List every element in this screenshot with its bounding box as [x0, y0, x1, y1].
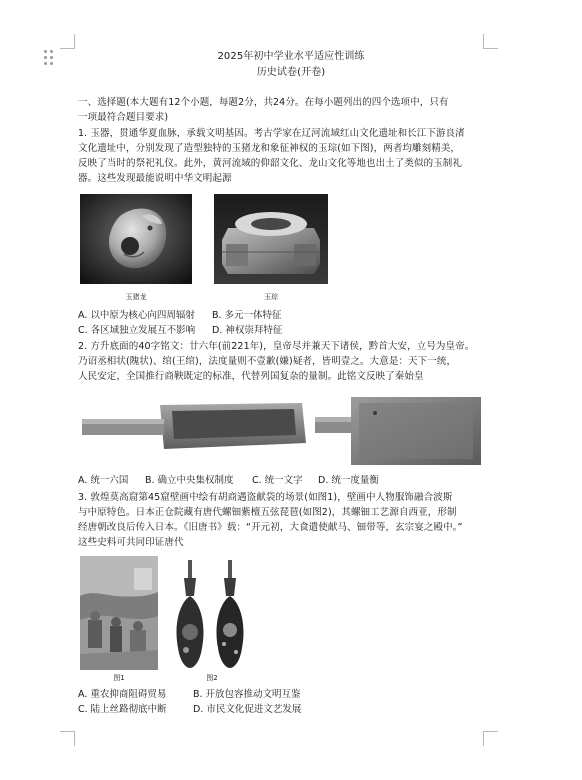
- q2-option-d[interactable]: D. 统一度量衡: [318, 475, 379, 486]
- caption-figure-1: 图1: [113, 674, 125, 682]
- q3-option-a[interactable]: A. 重农抑商阻碍贸易: [78, 689, 167, 700]
- q1-stem-line-4: 器。这些发现最能说明中华文明起源: [78, 173, 232, 184]
- q2-option-b[interactable]: B. 确立中央集权制度: [145, 475, 234, 486]
- q2-stem-line-3: 人民安定，全国推行商鞅既定的标准，代替列国复杂的量制。此铭文反映了秦始皇: [78, 371, 424, 382]
- q3-stem-line-1: 3. 敦煌莫高窟第45窟壁画中绘有胡商遇盗献袋的场景(如图1)，壁画中人物服饰融合波斯: [78, 492, 453, 503]
- q1-option-a[interactable]: A. 以中原为核心向四周辐射: [78, 310, 195, 321]
- q1-stem-line-1: 1. 玉器，贯通华夏血脉，承载文明基因。考古学家在辽河流域红山文化遗址和长江下游良渚: [78, 128, 465, 139]
- q2-stem-line-1: 2. 方升底面的40字铭文：廿六年(前221年)，皇帝尽并兼天下诸侯，黔首大安，立号为皇帝。: [78, 341, 475, 352]
- section-heading-line-1: 一、选择题(本大题有12个小题，每题2分，共24分。在每小题列出的四个选项中，只有: [78, 97, 449, 108]
- q1-stem-line-2: 文化遗址中，分别发现了造型独特的玉猪龙和象征神权的玉琮(如下图)，两者均雕刻精美，: [78, 143, 461, 154]
- bronze-measure-side-photo: [80, 393, 308, 455]
- crop-mark-bottom-left: [60, 731, 75, 746]
- caption-jade-cong: 玉琮: [264, 293, 278, 301]
- bronze-measure-top-photo: [315, 393, 485, 469]
- jade-pig-dragon-photo: [80, 194, 192, 284]
- jade-cong-photo: [214, 194, 328, 284]
- q3-stem-line-3: 经唐朝改良后传入日本。《旧唐书》载：“开元初，大食遣使献马、钿带等，玄宗宴之殿中。”: [78, 522, 463, 533]
- q3-option-c[interactable]: C. 陆上丝路彻底中断: [78, 704, 167, 715]
- q1-option-d[interactable]: D. 神权崇拜特征: [212, 325, 283, 336]
- crop-mark-top-left: [60, 34, 75, 49]
- q3-option-d[interactable]: D. 市民文化促进文艺发展: [193, 704, 302, 715]
- q2-option-c[interactable]: C. 统一文字: [252, 475, 303, 486]
- exam-title: 2025年初中学业水平适应性训练: [217, 51, 365, 62]
- caption-jade-pig-dragon: 玉猪龙: [125, 293, 147, 301]
- exam-subtitle: 历史试卷(开卷): [256, 67, 326, 78]
- q1-stem-line-3: 反映了当时的祭祀礼仪。此外，黄河流域的仰韶文化、龙山文化等地也出土了类似的玉制礼: [78, 158, 463, 169]
- q2-option-a[interactable]: A. 统一六国: [78, 475, 129, 486]
- dunhuang-mural-photo: [80, 556, 158, 670]
- q3-stem-line-2: 与中原特色。日本正仓院藏有唐代螺钿紫檀五弦琵琶(如图2)，其螺钿工艺源自西亚，形制: [78, 507, 457, 518]
- q3-stem-line-4: 这些史料可共同印证唐代: [78, 537, 184, 548]
- crop-mark-top-right: [483, 34, 498, 49]
- q2-stem-line-2: 乃诏丞相状(隗状)、绾(王绾)，法度量则不壹歉(嫌)疑者，皆明壹之。大意是：天下一统，: [78, 356, 457, 367]
- section-heading-line-2: 一项最符合题目要求): [78, 112, 169, 123]
- pipa-photo: [172, 556, 252, 670]
- q1-option-b[interactable]: B. 多元一体特征: [212, 310, 282, 321]
- q3-option-b[interactable]: B. 开放包容推动文明互鉴: [193, 689, 301, 700]
- q1-option-c[interactable]: C. 各区域独立发展互不影响: [78, 325, 196, 336]
- crop-mark-bottom-right: [483, 731, 498, 746]
- caption-figure-2: 图2: [206, 674, 218, 682]
